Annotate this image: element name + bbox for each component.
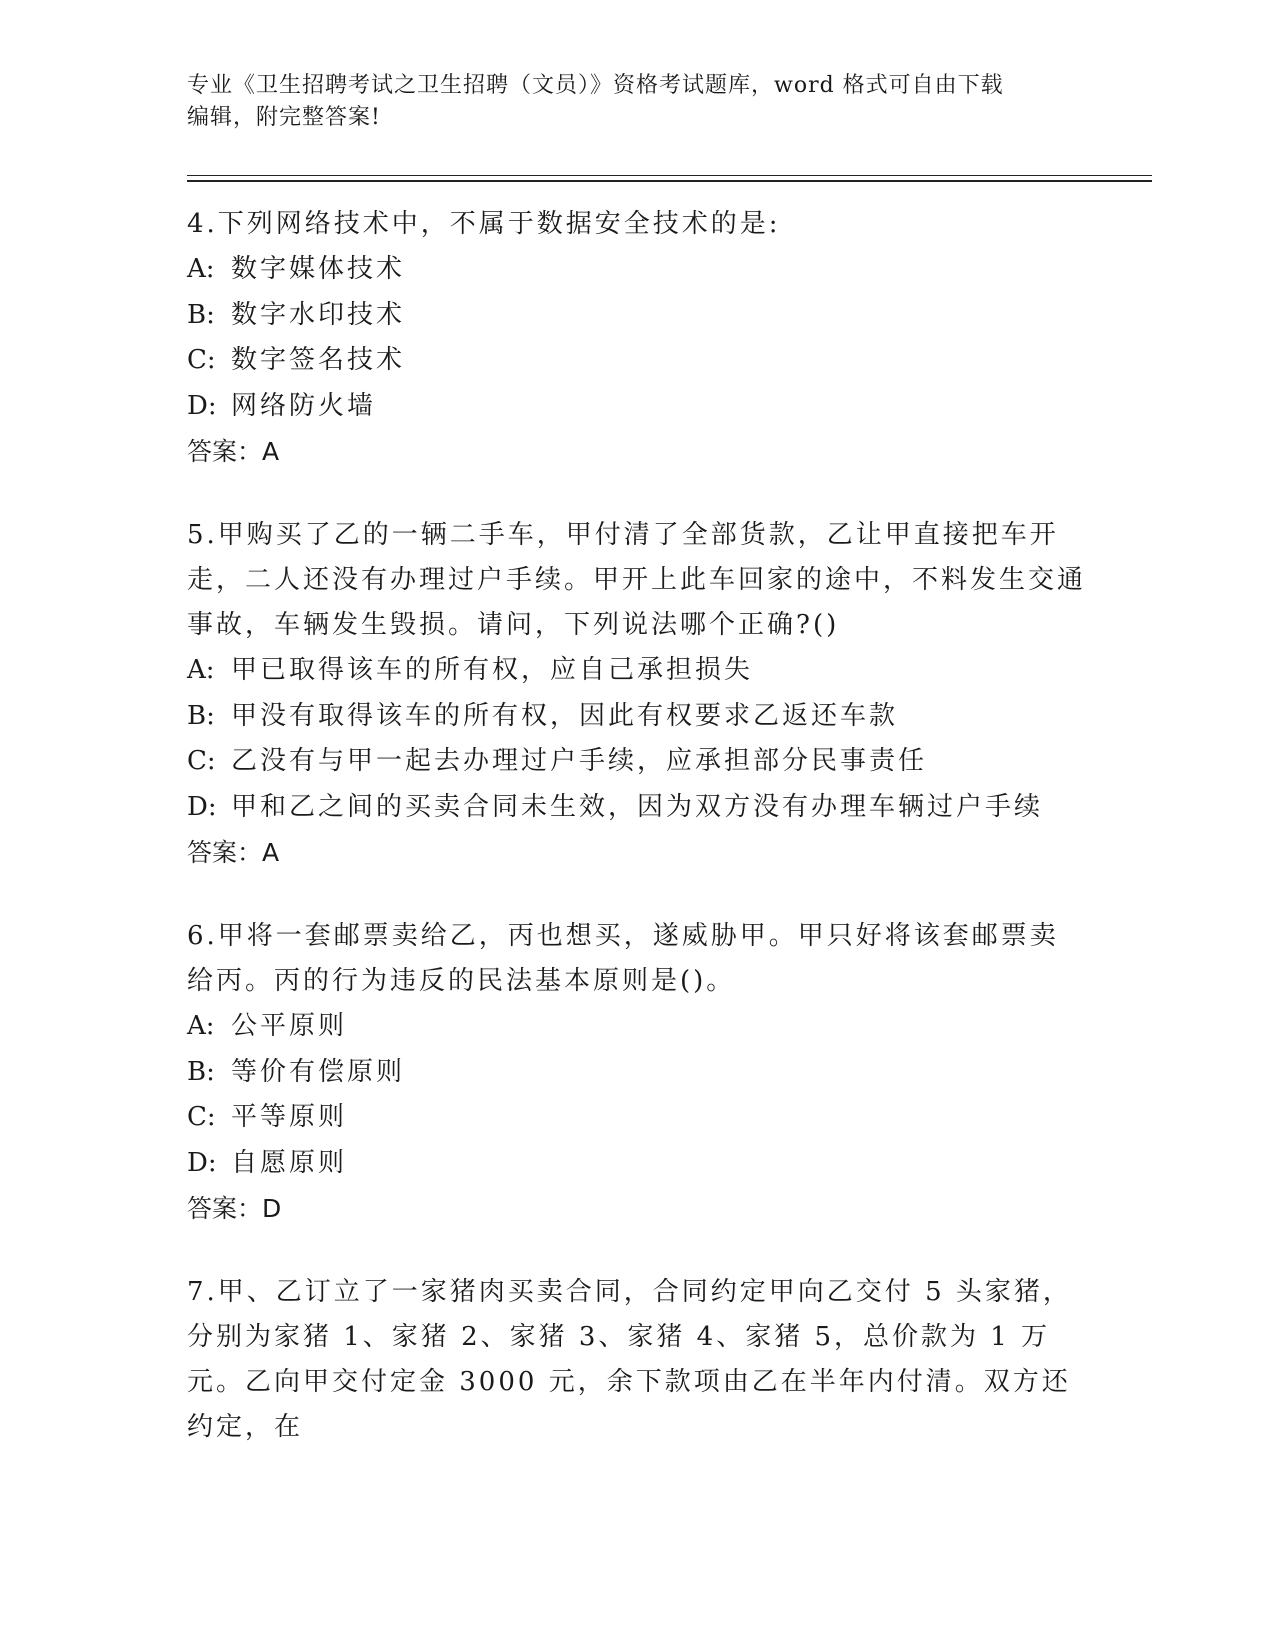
option-key: C: bbox=[187, 1102, 216, 1132]
question-5 bbox=[187, 513, 1087, 876]
option-b bbox=[187, 694, 1087, 740]
option-a bbox=[187, 648, 1087, 694]
option-text: 等价有偿原则 bbox=[231, 1056, 406, 1087]
option-key: A: bbox=[187, 1011, 215, 1041]
option-text: 网络防火墙 bbox=[231, 390, 377, 421]
header-line-2: 编辑，附完整答案! bbox=[187, 105, 381, 130]
answer: 答案：D bbox=[187, 1194, 282, 1223]
option-d bbox=[187, 1141, 1087, 1187]
option-c bbox=[187, 739, 1087, 785]
document-header bbox=[187, 70, 1087, 134]
option-d bbox=[187, 785, 1087, 831]
question-list bbox=[187, 202, 1087, 1488]
option-key: B: bbox=[187, 700, 215, 731]
option-text: 乙没有与甲一起去办理过户手续，应承担部分民事责任 bbox=[231, 746, 928, 776]
question-4 bbox=[187, 202, 1087, 475]
option-key: B: bbox=[187, 1056, 215, 1087]
option-key: B: bbox=[187, 299, 215, 330]
question-text: 6.甲将一套邮票卖给乙，丙也想买，遂威胁甲。甲只好将该套邮票卖给丙。丙的行为违反的民法基本原则是()。 bbox=[187, 921, 1059, 996]
question-text: 7.甲、乙订立了一家猪肉买卖合同，合同约定甲向乙交付 5 头家猪，分别为家猪 1、家猪 2、家猪 3、家猪 4、家猪 5，总价款为 1 万元。乙向甲交付定金 3000 元，余下款项由乙在半年内付清。双方还约定，在 bbox=[187, 1277, 1072, 1442]
option-text: 自愿原则 bbox=[231, 1147, 348, 1178]
option-d bbox=[187, 384, 1087, 430]
option-key: D: bbox=[187, 1147, 217, 1178]
question-6 bbox=[187, 914, 1087, 1232]
option-key: C: bbox=[187, 345, 216, 375]
header-divider-thin bbox=[187, 175, 1152, 176]
option-a bbox=[187, 247, 1087, 293]
option-text: 平等原则 bbox=[231, 1102, 348, 1132]
option-text: 公平原则 bbox=[231, 1011, 348, 1041]
option-a bbox=[187, 1004, 1087, 1050]
option-text: 数字媒体技术 bbox=[231, 254, 406, 284]
option-text: 甲已取得该车的所有权，应自己承担损失 bbox=[231, 655, 754, 685]
option-key: C: bbox=[187, 746, 216, 776]
option-b bbox=[187, 1050, 1087, 1096]
question-7 bbox=[187, 1270, 1087, 1450]
option-text: 数字水印技术 bbox=[231, 299, 406, 330]
answer: 答案：A bbox=[187, 838, 280, 867]
option-text: 甲和乙之间的买卖合同未生效，因为双方没有办理车辆过户手续 bbox=[231, 791, 1044, 822]
answer: 答案：A bbox=[187, 437, 280, 466]
option-c bbox=[187, 338, 1087, 384]
option-c bbox=[187, 1095, 1087, 1141]
header-divider-thick bbox=[187, 180, 1152, 182]
question-text: 4.下列网络技术中，不属于数据安全技术的是: bbox=[187, 209, 781, 239]
option-key: A: bbox=[187, 655, 215, 685]
option-b bbox=[187, 293, 1087, 339]
option-key: D: bbox=[187, 791, 217, 822]
option-key: D: bbox=[187, 390, 217, 421]
option-text: 数字签名技术 bbox=[231, 345, 406, 375]
header-line-1: 专业《卫生招聘考试之卫生招聘（文员）》资格考试题库，word 格式可自由下载 bbox=[187, 73, 1004, 98]
option-key: A: bbox=[187, 254, 215, 284]
option-text: 甲没有取得该车的所有权，因此有权要求乙返还车款 bbox=[231, 700, 899, 731]
question-text: 5.甲购买了乙的一辆二手车，甲付清了全部货款，乙让甲直接把车开走，二人还没有办理过户手续。甲开上此车回家的途中，不料发生交通事故，车辆发生毁损。请问，下列说法哪个正确?() bbox=[187, 520, 1087, 640]
